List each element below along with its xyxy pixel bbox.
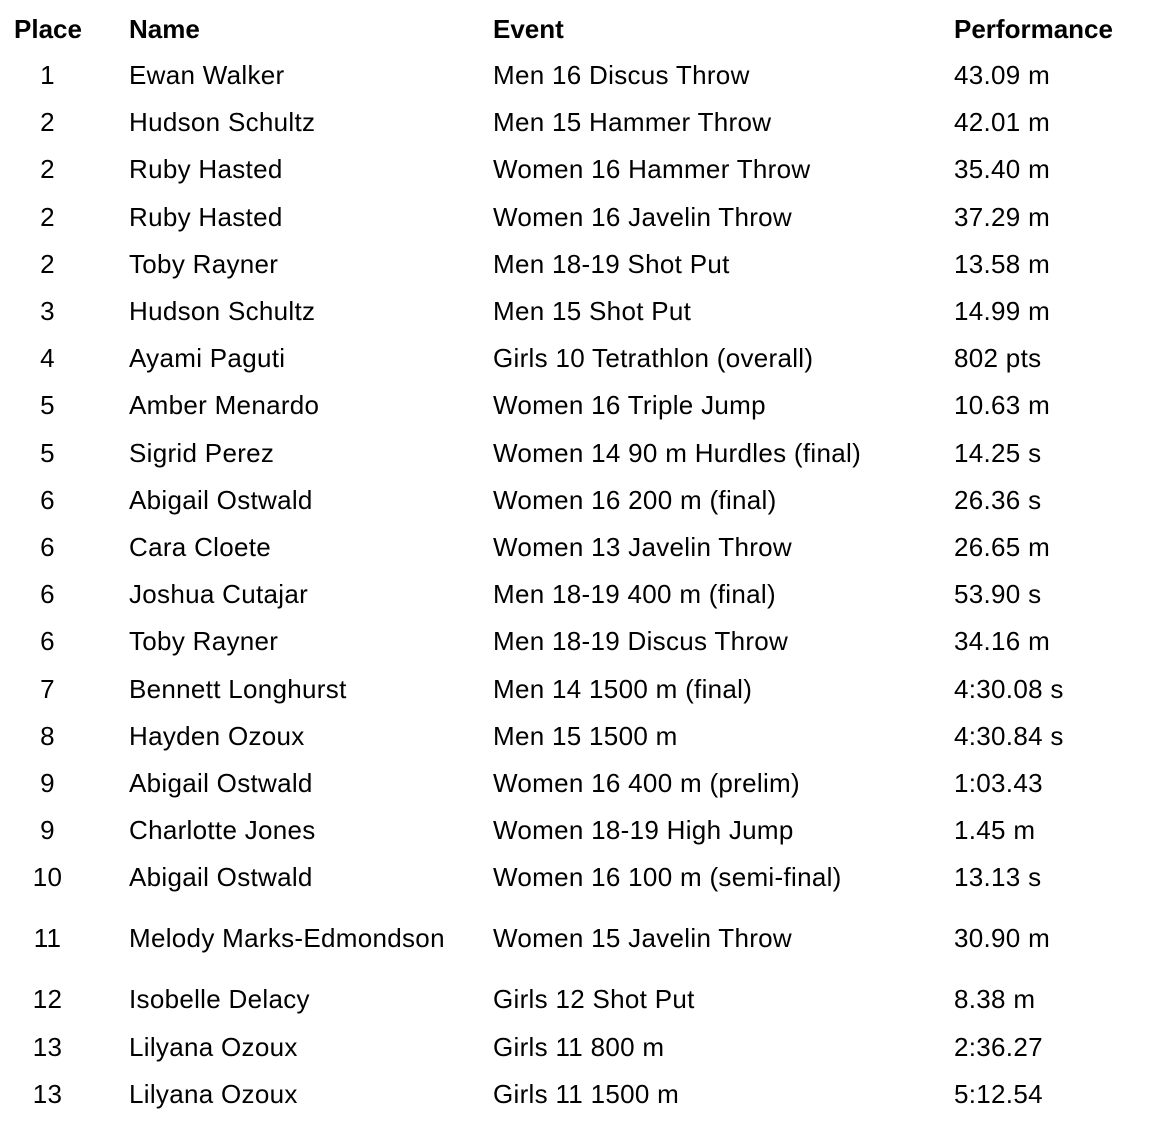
cell-event: Women 18-19 High Jump xyxy=(493,815,794,846)
table-row xyxy=(6,430,1146,477)
cell-performance: 34.16 m xyxy=(954,626,1051,657)
cell-performance: 14.25 s xyxy=(954,437,1042,468)
cell-event: Women 13 Javelin Throw xyxy=(493,531,792,562)
cell-performance: 4:30.84 s xyxy=(954,720,1064,751)
cell-place: 11 xyxy=(33,923,62,954)
cell-name: Cara Cloete xyxy=(129,531,272,562)
cell-name: Ruby Hasted xyxy=(129,201,283,232)
table-row xyxy=(6,1024,1146,1071)
table-row xyxy=(6,524,1146,571)
cell-name: Ewan Walker xyxy=(129,60,285,91)
cell-name: Lilyana Ozoux xyxy=(129,1031,298,1062)
table-row xyxy=(6,382,1146,429)
cell-performance: 53.90 s xyxy=(954,579,1042,610)
cell-place: 6 xyxy=(40,626,55,657)
cell-name: Abigail Ostwald xyxy=(129,484,313,515)
table-row xyxy=(6,477,1146,524)
table-body xyxy=(6,52,1146,1118)
cell-event: Girls 12 Shot Put xyxy=(493,984,695,1015)
cell-performance: 26.36 s xyxy=(954,484,1042,515)
cell-performance: 8.38 m xyxy=(954,984,1036,1015)
cell-event: Men 18-19 400 m (final) xyxy=(493,579,776,610)
cell-event: Men 16 Discus Throw xyxy=(493,60,750,91)
table-row xyxy=(6,854,1146,901)
cell-name: Isobelle Delacy xyxy=(129,984,310,1015)
cell-place: 2 xyxy=(40,201,55,232)
cell-place: 13 xyxy=(32,1031,63,1062)
table-row xyxy=(6,976,1146,1023)
cell-event: Women 16 200 m (final) xyxy=(493,484,777,515)
cell-event: Women 16 Triple Jump xyxy=(493,390,766,421)
cell-performance: 4:30.08 s xyxy=(954,673,1064,704)
cell-place: 5 xyxy=(40,437,55,468)
header-event: Event xyxy=(493,14,564,44)
cell-place: 6 xyxy=(40,484,55,515)
cell-place: 2 xyxy=(40,107,55,138)
cell-name: Hudson Schultz xyxy=(129,296,316,327)
cell-name: Lilyana Ozoux xyxy=(129,1078,298,1109)
cell-performance: 14.99 m xyxy=(954,296,1051,327)
cell-performance: 13.58 m xyxy=(954,248,1051,279)
cell-name: Toby Rayner xyxy=(129,248,279,279)
table-row xyxy=(6,618,1146,665)
cell-name: Melody Marks-Edmondson xyxy=(129,923,445,954)
cell-place: 3 xyxy=(40,296,55,327)
cell-performance: 10.63 m xyxy=(954,390,1051,421)
table-row xyxy=(6,99,1146,146)
cell-name: Joshua Cutajar xyxy=(129,579,309,610)
cell-event: Women 16 Hammer Throw xyxy=(493,154,811,185)
cell-name: Amber Menardo xyxy=(129,390,320,421)
cell-place: 1 xyxy=(40,60,55,91)
cell-performance: 802 pts xyxy=(954,343,1042,374)
cell-event: Girls 10 Tetrathlon (overall) xyxy=(493,343,814,374)
table-row xyxy=(6,241,1146,288)
cell-event: Men 18-19 Shot Put xyxy=(493,248,730,279)
cell-performance: 30.90 m xyxy=(954,923,1051,954)
cell-event: Men 18-19 Discus Throw xyxy=(493,626,789,657)
cell-name: Ruby Hasted xyxy=(129,154,283,185)
cell-event: Women 16 400 m (prelim) xyxy=(493,767,800,798)
table-row xyxy=(6,288,1146,335)
cell-place: 13 xyxy=(32,1078,63,1109)
table-row xyxy=(6,713,1146,760)
cell-performance: 1:03.43 xyxy=(954,767,1043,798)
cell-place: 2 xyxy=(40,248,55,279)
cell-performance: 26.65 m xyxy=(954,531,1051,562)
cell-place: 8 xyxy=(40,720,55,751)
cell-performance: 42.01 m xyxy=(954,107,1051,138)
cell-performance: 1.45 m xyxy=(954,815,1036,846)
table-row xyxy=(6,146,1146,193)
cell-event: Men 14 1500 m (final) xyxy=(493,673,753,704)
cell-performance: 5:12.54 xyxy=(954,1078,1043,1109)
cell-performance: 2:36.27 xyxy=(954,1031,1043,1062)
cell-place: 9 xyxy=(40,815,55,846)
cell-place: 9 xyxy=(40,767,55,798)
cell-name: Bennett Longhurst xyxy=(129,673,347,704)
cell-event: Women 15 Javelin Throw xyxy=(493,923,792,954)
cell-performance: 13.13 s xyxy=(954,862,1042,893)
cell-event: Men 15 Shot Put xyxy=(493,296,692,327)
cell-event: Women 16 Javelin Throw xyxy=(493,201,792,232)
table-row xyxy=(6,901,1146,976)
cell-place: 4 xyxy=(40,343,55,374)
cell-event: Women 14 90 m Hurdles (final) xyxy=(493,437,862,468)
cell-name: Hayden Ozoux xyxy=(129,720,305,751)
header-performance: Performance xyxy=(954,14,1113,44)
results-table xyxy=(6,7,1146,1118)
cell-event: Men 15 Hammer Throw xyxy=(493,107,772,138)
cell-name: Charlotte Jones xyxy=(129,815,316,846)
cell-name: Hudson Schultz xyxy=(129,107,316,138)
table-row xyxy=(6,1071,1146,1118)
cell-place: 2 xyxy=(40,154,55,185)
table-row xyxy=(6,665,1146,712)
cell-name: Ayami Paguti xyxy=(129,343,286,374)
table-row xyxy=(6,52,1146,99)
cell-performance: 43.09 m xyxy=(954,60,1051,91)
cell-name: Toby Rayner xyxy=(129,626,279,657)
cell-name: Abigail Ostwald xyxy=(129,767,313,798)
cell-event: Women 16 100 m (semi-final) xyxy=(493,862,842,893)
table-row xyxy=(6,807,1146,854)
cell-performance: 37.29 m xyxy=(954,201,1051,232)
cell-place: 12 xyxy=(32,984,63,1015)
table-header xyxy=(6,7,1146,52)
cell-place: 7 xyxy=(40,673,55,704)
cell-place: 6 xyxy=(40,531,55,562)
cell-event: Men 15 1500 m xyxy=(493,720,678,751)
cell-event: Girls 11 800 m xyxy=(493,1031,665,1062)
header-place: Place xyxy=(14,14,82,44)
cell-place: 6 xyxy=(40,579,55,610)
cell-performance: 35.40 m xyxy=(954,154,1051,185)
table-row xyxy=(6,335,1146,382)
cell-place: 10 xyxy=(32,862,63,893)
cell-place: 5 xyxy=(40,390,55,421)
table-row xyxy=(6,194,1146,241)
cell-event: Girls 11 1500 m xyxy=(493,1078,680,1109)
table-row xyxy=(6,571,1146,618)
header-name: Name xyxy=(129,14,200,44)
header-row xyxy=(6,7,1146,52)
cell-name: Sigrid Perez xyxy=(129,437,275,468)
table-row xyxy=(6,760,1146,807)
cell-name: Abigail Ostwald xyxy=(129,862,313,893)
